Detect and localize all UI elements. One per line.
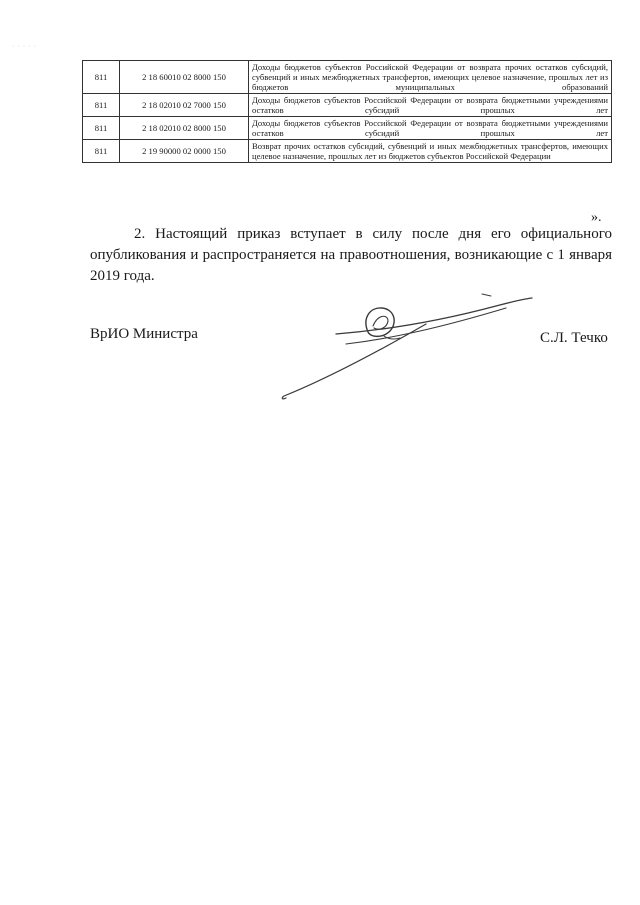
admin-code-cell: 811 <box>83 94 120 117</box>
order-paragraph-2: 2. Настоящий приказ вступает в силу после дня его официального опубликования и распространяется на правоотношения, возникающие с 1 января 2019 года. <box>90 226 612 284</box>
table-row <box>83 94 612 117</box>
admin-code-cell: 811 <box>83 140 120 163</box>
table-row <box>83 117 612 140</box>
handwritten-signature <box>276 292 546 404</box>
admin-code-cell: 811 <box>83 61 120 94</box>
description-cell: Доходы бюджетов субъектов Российской Федерации от возврата бюджетными учреждениями остатков субсидий прошлых лет <box>249 94 612 117</box>
signer-name: С.Л. Течко <box>540 330 608 346</box>
table-row <box>83 140 612 163</box>
scan-corner-mark: · · · · · <box>12 44 37 50</box>
budget-code-cell: 2 18 02010 02 7000 150 <box>120 94 249 117</box>
table-row <box>83 61 612 94</box>
closing-quote: ». <box>591 210 602 225</box>
description-cell: Доходы бюджетов субъектов Российской Федерации от возврата бюджетными учреждениями остатков субсидий прошлых лет <box>249 117 612 140</box>
description-cell: Доходы бюджетов субъектов Российской Федерации от возврата прочих остатков субсидий, субвенций и иных межбюджетных трансфертов, имеющих целевое назначение, прошлых лет из бюджетов муниципальных образований <box>249 61 612 94</box>
budget-code-cell: 2 19 90000 02 0000 150 <box>120 140 249 163</box>
signer-position: ВрИО Министра <box>90 326 198 342</box>
description-cell: Возврат прочих остатков субсидий, субвенций и иных межбюджетных трансфертов, имеющих целевое назначение, прошлых лет из бюджетов субъектов Российской Федерации <box>249 140 612 163</box>
budget-code-cell: 2 18 02010 02 8000 150 <box>120 117 249 140</box>
budget-codes-table <box>82 60 612 163</box>
budget-code-cell: 2 18 60010 02 8000 150 <box>120 61 249 94</box>
admin-code-cell: 811 <box>83 117 120 140</box>
